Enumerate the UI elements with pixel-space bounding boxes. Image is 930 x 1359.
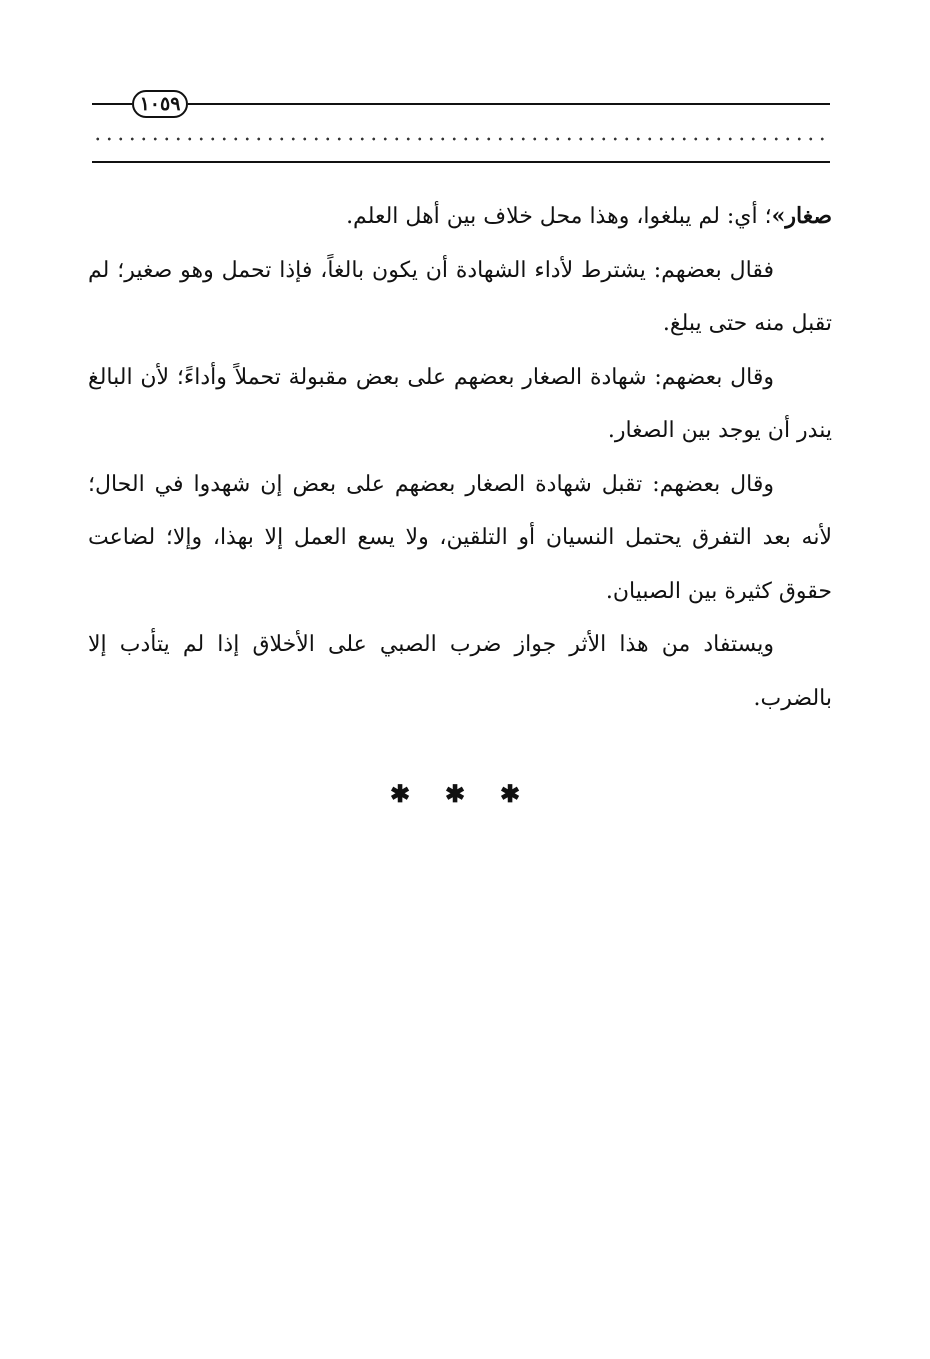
page-number bbox=[132, 90, 188, 118]
header-rule-right bbox=[188, 103, 830, 105]
paragraph-4-text: وقال بعضهم: تقبل شهادة الصغار بعضهم على بعض إن شهدوا في الحال؛ لأنه بعد التفرق يحتمل النسيان أو التلقين، ولا يسع العمل إلا بهذا، وإلا؛ لضاعت حقوق كثيرة بين الصبيان. bbox=[88, 471, 832, 604]
paragraph-1-lead: صغار» bbox=[771, 203, 832, 229]
page-number-text: ١٠٥٩ bbox=[139, 92, 181, 115]
main-text bbox=[88, 190, 832, 725]
paragraph-3-text: وقال بعضهم: شهادة الصغار بعضهم على بعض مقبولة تحملاً وأداءً؛ لأن البالغ يندر أن يوجد بين الصغار. bbox=[88, 364, 832, 443]
page-header bbox=[0, 0, 930, 170]
paragraph-2 bbox=[88, 244, 832, 351]
header-rule-bottom bbox=[92, 161, 830, 163]
header-rule-left bbox=[92, 103, 132, 105]
separator-star-icon: ✱ bbox=[444, 778, 466, 808]
paragraph-1 bbox=[88, 190, 832, 244]
section-separator bbox=[380, 778, 530, 808]
separator-star-icon: ✱ bbox=[389, 778, 411, 808]
paragraph-4 bbox=[88, 458, 832, 619]
dotted-divider bbox=[92, 137, 830, 141]
paragraph-5-text: ويستفاد من هذا الأثر جواز ضرب الصبي على الأخلاق إذا لم يتأدب إلا بالضرب. bbox=[88, 632, 832, 711]
separator-star-icon: ✱ bbox=[499, 778, 521, 808]
paragraph-5 bbox=[88, 618, 832, 725]
paragraph-3 bbox=[88, 351, 832, 458]
paragraph-2-text: فقال بعضهم: يشترط لأداء الشهادة أن يكون بالغاً، فإذا تحمل وهو صغير؛ لم تقبل منه حتى يبلغ. bbox=[88, 257, 832, 336]
paragraph-1-text: ؛ أي: لم يبلغوا، وهذا محل خلاف بين أهل العلم. bbox=[346, 204, 772, 229]
